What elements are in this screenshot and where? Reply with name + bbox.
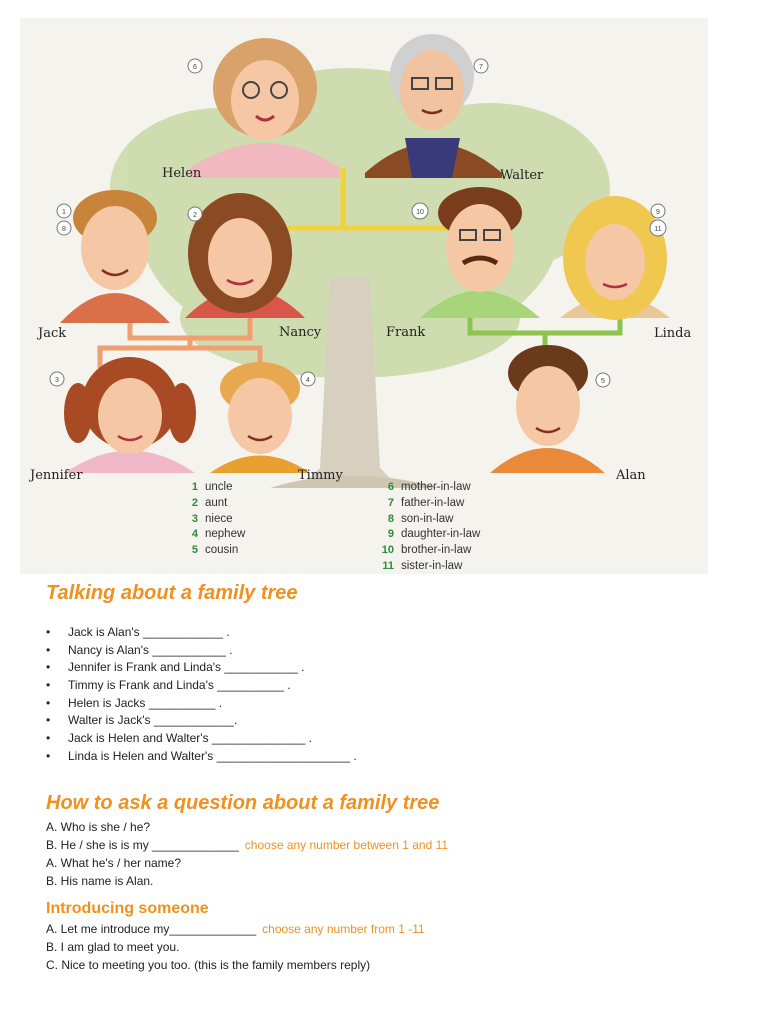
dialog-text: B. His name is Alan. — [46, 874, 154, 888]
vocab-item — [388, 481, 471, 493]
dialog-text: A. Let me introduce my_____________ — [46, 922, 257, 936]
dialog-text: B. He / she is is my _____________ — [46, 838, 239, 852]
person-alan — [490, 345, 605, 473]
exercise-list — [46, 624, 357, 766]
dialog-line — [46, 956, 425, 974]
badge-linda-b — [650, 220, 666, 236]
svg-text:2: 2 — [193, 212, 197, 219]
question-dialog — [46, 818, 448, 890]
svg-text:1: 1 — [62, 209, 66, 216]
name-nancy: Nancy — [279, 325, 322, 340]
dialog-line — [46, 854, 448, 872]
svg-text:nephew: nephew — [205, 528, 246, 540]
svg-text:8: 8 — [387, 513, 394, 525]
vocab-item — [388, 528, 481, 540]
list-item: • Jack is Helen and Walter's ______________ . — [46, 730, 357, 748]
section-title-family-tree: Talking about a family tree — [46, 582, 298, 604]
svg-text:4: 4 — [306, 377, 310, 384]
badge-timmy — [301, 372, 315, 386]
name-helen: Helen — [162, 166, 202, 181]
svg-text:11: 11 — [382, 560, 394, 572]
badge-jennifer — [50, 372, 64, 386]
badge-helen — [188, 59, 202, 73]
svg-text:7: 7 — [387, 497, 394, 509]
name-jack: Jack — [38, 326, 67, 341]
svg-text:11: 11 — [654, 226, 662, 233]
badge-alan — [596, 373, 610, 387]
dialog-line — [46, 872, 448, 890]
name-frank: Frank — [386, 325, 426, 340]
list-item: • Helen is Jacks __________ . — [46, 695, 357, 713]
dialog-line — [46, 920, 425, 938]
vocab-item — [382, 560, 463, 572]
badge-jack-a — [57, 204, 71, 218]
svg-text:father-in-law: father-in-law — [401, 497, 465, 509]
dialog-line — [46, 938, 425, 956]
list-item: • Walter is Jack's ____________. — [46, 712, 357, 730]
person-timmy — [210, 362, 310, 473]
vocabulary-legend — [192, 481, 481, 572]
name-alan: Alan — [616, 468, 646, 483]
badge-frank — [412, 203, 428, 219]
svg-text:2: 2 — [191, 497, 198, 509]
svg-text:10: 10 — [381, 544, 394, 556]
family-tree-svg — [20, 18, 708, 574]
vocab-item — [192, 544, 238, 556]
svg-text:5: 5 — [191, 544, 198, 556]
vocab-item — [192, 481, 233, 493]
svg-text:6: 6 — [387, 481, 394, 493]
introduction-dialog — [46, 920, 425, 974]
svg-text:4: 4 — [191, 528, 198, 540]
dialog-text: A. Who is she / he? — [46, 820, 151, 834]
list-item: • Jennifer is Frank and Linda's ___________ . — [46, 659, 357, 677]
svg-text:son-in-law: son-in-law — [401, 513, 454, 525]
dialog-line — [46, 818, 448, 836]
dialog-text: A. What he's / her name? — [46, 856, 182, 870]
name-linda: Linda — [654, 326, 692, 341]
list-item: • Linda is Helen and Walter's ____________________ . — [46, 748, 357, 766]
badge-jack-b — [57, 221, 71, 235]
list-item: • Jack is Alan's ____________ . — [46, 624, 357, 642]
svg-text:10: 10 — [416, 209, 424, 216]
section-title-introducing: Introducing someone — [46, 900, 209, 917]
svg-text:daughter-in-law: daughter-in-law — [401, 528, 481, 540]
vocab-item — [382, 544, 472, 556]
badge-linda-a — [651, 204, 665, 218]
badge-nancy — [188, 207, 202, 221]
svg-text:mother-in-law: mother-in-law — [401, 481, 471, 493]
svg-text:aunt: aunt — [205, 497, 228, 509]
svg-text:uncle: uncle — [205, 481, 233, 493]
svg-text:sister-in-law: sister-in-law — [401, 560, 463, 572]
vocab-item — [388, 513, 454, 525]
svg-text:3: 3 — [191, 513, 198, 525]
dialog-line — [46, 836, 448, 854]
svg-text:9: 9 — [387, 528, 394, 540]
dialog-text: B. I am glad to meet you. — [46, 940, 180, 954]
svg-text:8: 8 — [62, 226, 66, 233]
svg-text:niece: niece — [205, 513, 233, 525]
dialog-text: C. Nice to meeting you too. (this is the family members reply) — [46, 958, 371, 972]
list-item: • Timmy is Frank and Linda's __________ . — [46, 677, 357, 695]
vocab-item — [388, 497, 465, 509]
vocab-item — [192, 497, 228, 509]
svg-text:7: 7 — [479, 64, 483, 71]
list-item: • Nancy is Alan's ___________ . — [46, 642, 357, 660]
vocab-item — [192, 528, 246, 540]
name-timmy: Timmy — [298, 468, 343, 483]
family-tree-illustration — [20, 18, 708, 574]
svg-text:1: 1 — [191, 481, 198, 493]
svg-text:5: 5 — [601, 378, 605, 385]
dialog-hint: choose any number from 1 -11 — [262, 922, 425, 936]
badge-walter — [474, 59, 488, 73]
svg-text:cousin: cousin — [205, 544, 239, 556]
section-title-ask-question: How to ask a question about a family tree — [46, 792, 440, 814]
svg-text:3: 3 — [55, 377, 59, 384]
svg-text:6: 6 — [193, 64, 197, 71]
name-jennifer: Jennifer — [30, 468, 83, 483]
dialog-hint: choose any number between 1 and 11 — [244, 838, 449, 852]
vocab-item — [192, 513, 233, 525]
name-walter: Walter — [500, 168, 544, 183]
person-jennifer — [64, 357, 196, 473]
svg-text:brother-in-law: brother-in-law — [401, 544, 472, 556]
svg-text:9: 9 — [656, 209, 660, 216]
